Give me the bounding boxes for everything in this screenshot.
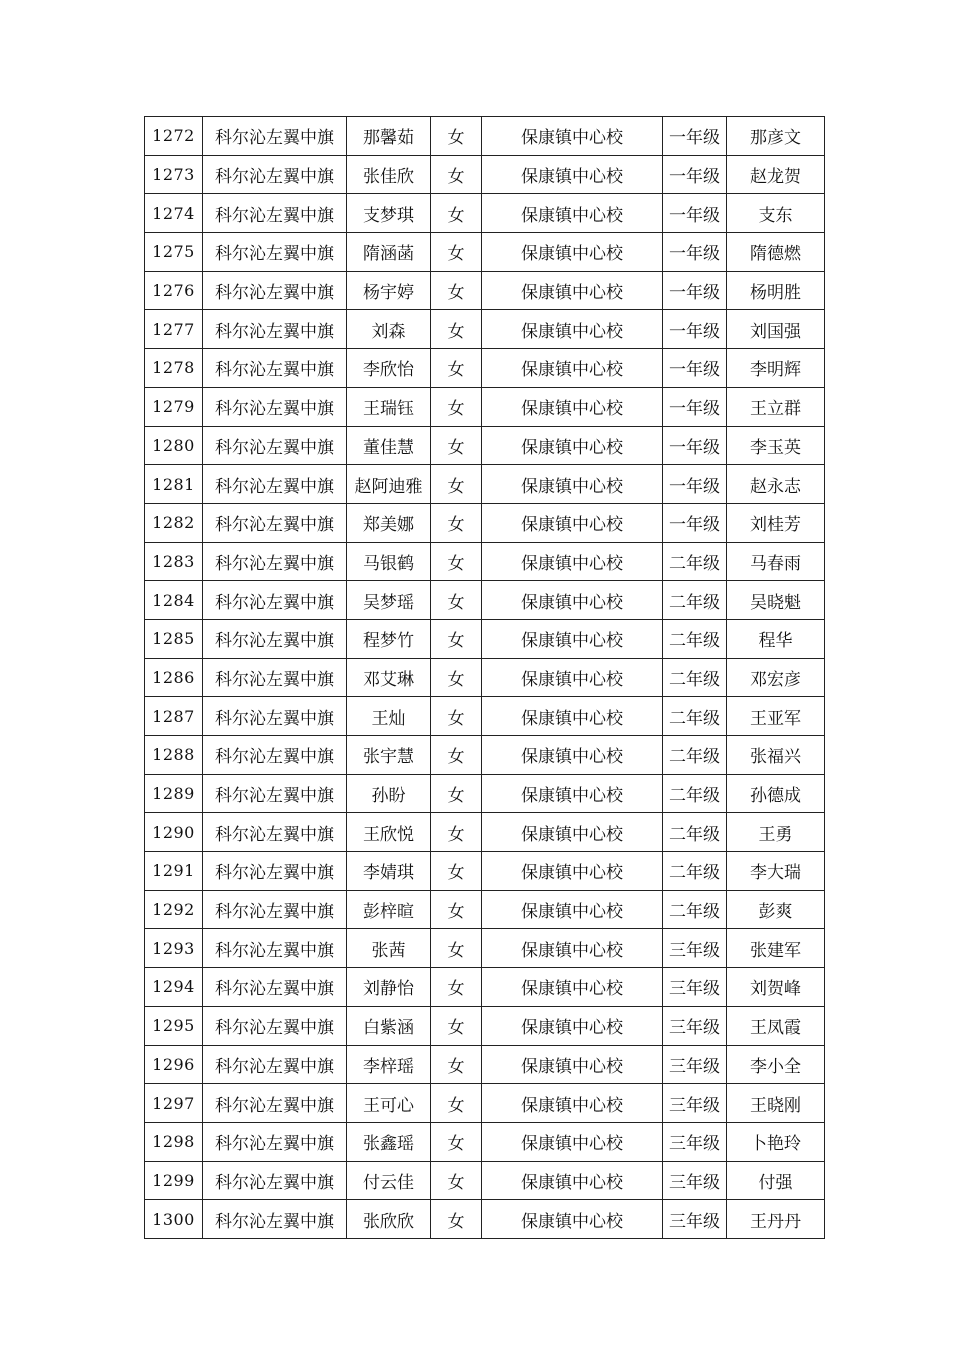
cell-region: 科尔沁左翼中旗 [203, 1084, 347, 1123]
cell-grade: 二年级 [663, 658, 727, 697]
cell-gender: 女 [431, 1200, 482, 1239]
cell-gender: 女 [431, 852, 482, 891]
cell-guardian: 王丹丹 [727, 1200, 825, 1239]
cell-gender: 女 [431, 890, 482, 929]
table-row [145, 155, 825, 194]
cell-number: 1274 [145, 194, 203, 233]
cell-gender: 女 [431, 194, 482, 233]
cell-gender: 女 [431, 155, 482, 194]
cell-region: 科尔沁左翼中旗 [203, 503, 347, 542]
cell-number: 1296 [145, 1045, 203, 1084]
cell-grade: 二年级 [663, 619, 727, 658]
table-row [145, 929, 825, 968]
cell-school: 保康镇中心校 [482, 1006, 663, 1045]
cell-number: 1297 [145, 1084, 203, 1123]
cell-guardian: 王晓刚 [727, 1084, 825, 1123]
cell-grade: 三年级 [663, 1122, 727, 1161]
cell-region: 科尔沁左翼中旗 [203, 697, 347, 736]
cell-grade: 一年级 [663, 271, 727, 310]
cell-region: 科尔沁左翼中旗 [203, 619, 347, 658]
cell-gender: 女 [431, 233, 482, 272]
cell-gender: 女 [431, 1161, 482, 1200]
cell-student-name: 郑美娜 [347, 503, 431, 542]
table-row [145, 426, 825, 465]
cell-guardian: 那彦文 [727, 117, 825, 156]
cell-student-name: 张佳欣 [347, 155, 431, 194]
cell-gender: 女 [431, 426, 482, 465]
cell-number: 1294 [145, 968, 203, 1007]
cell-school: 保康镇中心校 [482, 233, 663, 272]
cell-student-name: 邓艾琳 [347, 658, 431, 697]
table-row [145, 581, 825, 620]
cell-student-name: 彭梓暄 [347, 890, 431, 929]
cell-number: 1276 [145, 271, 203, 310]
cell-number: 1277 [145, 310, 203, 349]
cell-grade: 三年级 [663, 968, 727, 1007]
cell-number: 1286 [145, 658, 203, 697]
cell-number: 1284 [145, 581, 203, 620]
cell-school: 保康镇中心校 [482, 387, 663, 426]
cell-grade: 一年级 [663, 117, 727, 156]
cell-gender: 女 [431, 503, 482, 542]
cell-student-name: 支梦琪 [347, 194, 431, 233]
cell-school: 保康镇中心校 [482, 619, 663, 658]
cell-region: 科尔沁左翼中旗 [203, 155, 347, 194]
cell-school: 保康镇中心校 [482, 194, 663, 233]
cell-gender: 女 [431, 968, 482, 1007]
cell-grade: 三年级 [663, 1045, 727, 1084]
cell-grade: 三年级 [663, 1084, 727, 1123]
cell-student-name: 吴梦瑶 [347, 581, 431, 620]
table-row [145, 233, 825, 272]
cell-student-name: 王可心 [347, 1084, 431, 1123]
cell-grade: 一年级 [663, 387, 727, 426]
cell-number: 1288 [145, 736, 203, 775]
cell-student-name: 付云佳 [347, 1161, 431, 1200]
cell-grade: 一年级 [663, 233, 727, 272]
cell-number: 1293 [145, 929, 203, 968]
cell-region: 科尔沁左翼中旗 [203, 774, 347, 813]
cell-school: 保康镇中心校 [482, 542, 663, 581]
cell-region: 科尔沁左翼中旗 [203, 1045, 347, 1084]
cell-grade: 三年级 [663, 1200, 727, 1239]
cell-guardian: 马春雨 [727, 542, 825, 581]
cell-gender: 女 [431, 813, 482, 852]
cell-number: 1279 [145, 387, 203, 426]
cell-region: 科尔沁左翼中旗 [203, 852, 347, 891]
cell-gender: 女 [431, 929, 482, 968]
cell-school: 保康镇中心校 [482, 1161, 663, 1200]
cell-number: 1291 [145, 852, 203, 891]
cell-student-name: 赵阿迪雅 [347, 465, 431, 504]
cell-student-name: 李婧琪 [347, 852, 431, 891]
table-row [145, 1200, 825, 1239]
cell-region: 科尔沁左翼中旗 [203, 890, 347, 929]
cell-grade: 三年级 [663, 1161, 727, 1200]
cell-grade: 二年级 [663, 581, 727, 620]
cell-guardian: 程华 [727, 619, 825, 658]
cell-grade: 二年级 [663, 774, 727, 813]
cell-region: 科尔沁左翼中旗 [203, 233, 347, 272]
cell-region: 科尔沁左翼中旗 [203, 387, 347, 426]
cell-school: 保康镇中心校 [482, 1045, 663, 1084]
table-row [145, 271, 825, 310]
cell-school: 保康镇中心校 [482, 813, 663, 852]
cell-guardian: 李玉英 [727, 426, 825, 465]
cell-region: 科尔沁左翼中旗 [203, 271, 347, 310]
table-row [145, 1122, 825, 1161]
cell-student-name: 马银鹤 [347, 542, 431, 581]
table-row [145, 1084, 825, 1123]
cell-number: 1299 [145, 1161, 203, 1200]
cell-student-name: 孙盼 [347, 774, 431, 813]
table-row [145, 542, 825, 581]
cell-school: 保康镇中心校 [482, 271, 663, 310]
cell-guardian: 刘桂芳 [727, 503, 825, 542]
cell-student-name: 张宇慧 [347, 736, 431, 775]
table-row [145, 852, 825, 891]
cell-guardian: 李小全 [727, 1045, 825, 1084]
table-row [145, 1006, 825, 1045]
cell-student-name: 王欣悦 [347, 813, 431, 852]
table-row [145, 1045, 825, 1084]
table-row [145, 117, 825, 156]
table-row [145, 619, 825, 658]
cell-student-name: 张欣欣 [347, 1200, 431, 1239]
table-body [145, 117, 825, 1239]
cell-region: 科尔沁左翼中旗 [203, 968, 347, 1007]
cell-number: 1285 [145, 619, 203, 658]
cell-student-name: 那馨茹 [347, 117, 431, 156]
cell-region: 科尔沁左翼中旗 [203, 1161, 347, 1200]
cell-number: 1289 [145, 774, 203, 813]
cell-school: 保康镇中心校 [482, 117, 663, 156]
cell-guardian: 隋德燃 [727, 233, 825, 272]
cell-guardian: 赵龙贺 [727, 155, 825, 194]
cell-gender: 女 [431, 1084, 482, 1123]
cell-number: 1281 [145, 465, 203, 504]
cell-student-name: 程梦竹 [347, 619, 431, 658]
cell-grade: 一年级 [663, 426, 727, 465]
student-table [144, 116, 825, 1239]
table-row [145, 890, 825, 929]
cell-region: 科尔沁左翼中旗 [203, 1200, 347, 1239]
cell-gender: 女 [431, 271, 482, 310]
cell-school: 保康镇中心校 [482, 736, 663, 775]
cell-grade: 二年级 [663, 890, 727, 929]
cell-grade: 二年级 [663, 697, 727, 736]
cell-gender: 女 [431, 310, 482, 349]
table-row [145, 194, 825, 233]
cell-guardian: 邓宏彦 [727, 658, 825, 697]
cell-gender: 女 [431, 465, 482, 504]
cell-school: 保康镇中心校 [482, 465, 663, 504]
cell-number: 1278 [145, 349, 203, 388]
cell-guardian: 赵永志 [727, 465, 825, 504]
table-row [145, 658, 825, 697]
cell-gender: 女 [431, 581, 482, 620]
cell-grade: 三年级 [663, 929, 727, 968]
cell-student-name: 刘森 [347, 310, 431, 349]
table-row [145, 697, 825, 736]
cell-gender: 女 [431, 1006, 482, 1045]
cell-gender: 女 [431, 349, 482, 388]
cell-grade: 一年级 [663, 194, 727, 233]
cell-gender: 女 [431, 736, 482, 775]
cell-number: 1295 [145, 1006, 203, 1045]
table-row [145, 349, 825, 388]
cell-guardian: 刘国强 [727, 310, 825, 349]
cell-school: 保康镇中心校 [482, 929, 663, 968]
cell-grade: 三年级 [663, 1006, 727, 1045]
cell-grade: 一年级 [663, 310, 727, 349]
cell-gender: 女 [431, 387, 482, 426]
cell-region: 科尔沁左翼中旗 [203, 194, 347, 233]
cell-student-name: 董佳慧 [347, 426, 431, 465]
cell-guardian: 张建军 [727, 929, 825, 968]
cell-grade: 二年级 [663, 542, 727, 581]
cell-grade: 一年级 [663, 503, 727, 542]
cell-student-name: 王灿 [347, 697, 431, 736]
table-row [145, 1161, 825, 1200]
table-row [145, 813, 825, 852]
cell-number: 1292 [145, 890, 203, 929]
cell-guardian: 卜艳玲 [727, 1122, 825, 1161]
cell-guardian: 王亚军 [727, 697, 825, 736]
cell-gender: 女 [431, 542, 482, 581]
cell-number: 1272 [145, 117, 203, 156]
cell-region: 科尔沁左翼中旗 [203, 117, 347, 156]
cell-school: 保康镇中心校 [482, 1122, 663, 1161]
document-page [144, 116, 824, 1239]
cell-school: 保康镇中心校 [482, 349, 663, 388]
cell-school: 保康镇中心校 [482, 581, 663, 620]
cell-gender: 女 [431, 117, 482, 156]
cell-guardian: 杨明胜 [727, 271, 825, 310]
cell-region: 科尔沁左翼中旗 [203, 813, 347, 852]
cell-student-name: 张鑫瑶 [347, 1122, 431, 1161]
cell-grade: 二年级 [663, 813, 727, 852]
cell-guardian: 刘贺峰 [727, 968, 825, 1007]
cell-school: 保康镇中心校 [482, 155, 663, 194]
cell-gender: 女 [431, 697, 482, 736]
cell-region: 科尔沁左翼中旗 [203, 1122, 347, 1161]
cell-number: 1280 [145, 426, 203, 465]
table-row [145, 774, 825, 813]
cell-number: 1275 [145, 233, 203, 272]
cell-gender: 女 [431, 658, 482, 697]
cell-grade: 一年级 [663, 349, 727, 388]
cell-number: 1282 [145, 503, 203, 542]
cell-region: 科尔沁左翼中旗 [203, 426, 347, 465]
cell-number: 1300 [145, 1200, 203, 1239]
cell-region: 科尔沁左翼中旗 [203, 542, 347, 581]
cell-guardian: 王立群 [727, 387, 825, 426]
cell-region: 科尔沁左翼中旗 [203, 736, 347, 775]
cell-guardian: 彭爽 [727, 890, 825, 929]
cell-region: 科尔沁左翼中旗 [203, 1006, 347, 1045]
cell-school: 保康镇中心校 [482, 1200, 663, 1239]
cell-student-name: 张茜 [347, 929, 431, 968]
table-row [145, 736, 825, 775]
cell-gender: 女 [431, 619, 482, 658]
cell-guardian: 张福兴 [727, 736, 825, 775]
cell-guardian: 王凤霞 [727, 1006, 825, 1045]
cell-school: 保康镇中心校 [482, 310, 663, 349]
cell-guardian: 付强 [727, 1161, 825, 1200]
cell-guardian: 支东 [727, 194, 825, 233]
cell-region: 科尔沁左翼中旗 [203, 581, 347, 620]
cell-number: 1298 [145, 1122, 203, 1161]
cell-guardian: 吴晓魁 [727, 581, 825, 620]
cell-school: 保康镇中心校 [482, 1084, 663, 1123]
table-row [145, 503, 825, 542]
cell-student-name: 李欣怡 [347, 349, 431, 388]
cell-school: 保康镇中心校 [482, 852, 663, 891]
cell-student-name: 隋涵菡 [347, 233, 431, 272]
cell-number: 1290 [145, 813, 203, 852]
cell-region: 科尔沁左翼中旗 [203, 929, 347, 968]
cell-grade: 一年级 [663, 465, 727, 504]
cell-number: 1283 [145, 542, 203, 581]
cell-gender: 女 [431, 1045, 482, 1084]
cell-number: 1287 [145, 697, 203, 736]
cell-school: 保康镇中心校 [482, 697, 663, 736]
cell-gender: 女 [431, 1122, 482, 1161]
cell-student-name: 杨宇婷 [347, 271, 431, 310]
cell-student-name: 刘静怡 [347, 968, 431, 1007]
cell-school: 保康镇中心校 [482, 426, 663, 465]
cell-grade: 一年级 [663, 155, 727, 194]
cell-student-name: 李梓瑶 [347, 1045, 431, 1084]
cell-grade: 二年级 [663, 736, 727, 775]
cell-grade: 二年级 [663, 852, 727, 891]
table-row [145, 387, 825, 426]
cell-school: 保康镇中心校 [482, 503, 663, 542]
cell-school: 保康镇中心校 [482, 658, 663, 697]
cell-region: 科尔沁左翼中旗 [203, 310, 347, 349]
cell-student-name: 王瑞钰 [347, 387, 431, 426]
cell-region: 科尔沁左翼中旗 [203, 349, 347, 388]
cell-gender: 女 [431, 774, 482, 813]
table-row [145, 465, 825, 504]
cell-school: 保康镇中心校 [482, 968, 663, 1007]
cell-region: 科尔沁左翼中旗 [203, 465, 347, 504]
cell-guardian: 孙德成 [727, 774, 825, 813]
cell-school: 保康镇中心校 [482, 774, 663, 813]
table-row [145, 310, 825, 349]
cell-guardian: 李大瑞 [727, 852, 825, 891]
cell-guardian: 王勇 [727, 813, 825, 852]
cell-guardian: 李明辉 [727, 349, 825, 388]
cell-region: 科尔沁左翼中旗 [203, 658, 347, 697]
cell-school: 保康镇中心校 [482, 890, 663, 929]
table-row [145, 968, 825, 1007]
cell-student-name: 白紫涵 [347, 1006, 431, 1045]
cell-number: 1273 [145, 155, 203, 194]
